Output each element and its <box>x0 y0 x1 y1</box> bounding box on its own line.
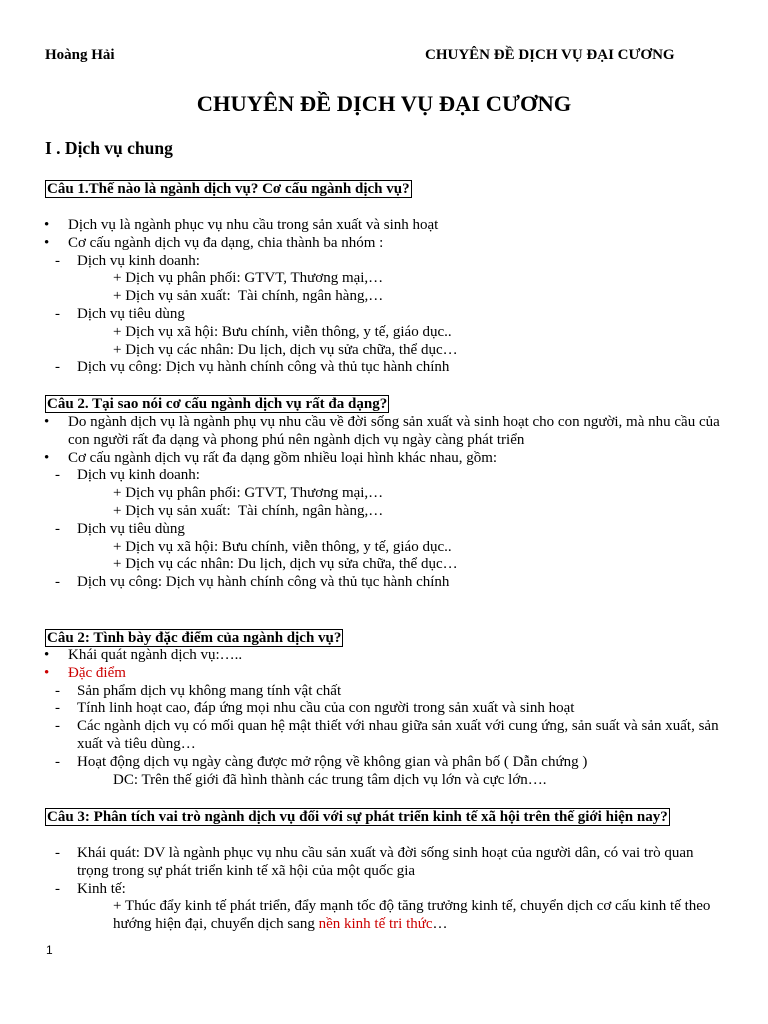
list-item-text: + Dịch vụ các nhân: Du lịch, dịch vụ sửa chữa, thể dục… <box>113 556 458 573</box>
answer-list <box>0 647 768 789</box>
page-number: 1 <box>46 943 53 957</box>
dash-marker: - <box>55 574 60 591</box>
list-item <box>0 647 768 665</box>
list-item-text: + Dịch vụ xã hội: Bưu chính, viễn thông, y tế, giáo dục.. <box>113 323 452 340</box>
list-item-text-tail: … <box>432 916 448 933</box>
list-item-text: Sản phẩm dịch vụ không mang tính vật chất <box>77 682 342 699</box>
list-item-text: + Dịch vụ xã hội: Bưu chính, viễn thông, y tế, giáo dục.. <box>113 538 452 555</box>
dash-marker: - <box>55 520 60 537</box>
list-item <box>0 683 768 701</box>
list-item <box>0 574 768 592</box>
list-item-text: con người rất đa dạng và phong phú nên ngành dịch vụ ngày càng phát triển <box>68 431 525 448</box>
bullet-marker: • <box>44 414 50 430</box>
question-heading: Câu 3: Phân tích vai trò ngành dịch vụ đối với sự phát triển kinh tế xã hội trên thế giới hiện nay? <box>47 809 668 825</box>
list-item-continuation <box>0 432 768 450</box>
dash-marker: - <box>55 467 60 484</box>
list-item <box>0 772 768 790</box>
author-name: Hoàng Hải <box>45 47 115 63</box>
bullet-marker: • <box>44 664 50 681</box>
list-item-text: Dịch vụ là ngành phục vụ nhu cầu trong sản xuất và sinh hoạt <box>68 217 439 233</box>
list-item-continuation <box>0 916 768 934</box>
list-item-text: Dịch vụ tiêu dùng <box>77 520 185 537</box>
list-item-text: + Dịch vụ sản xuất: Tài chính, ngân hàng,… <box>113 288 384 305</box>
running-title: CHUYÊN ĐỀ DỊCH VỤ ĐẠI CƯƠNG <box>425 47 675 63</box>
bullet-marker: • <box>44 217 50 233</box>
dash-marker: - <box>55 700 60 717</box>
list-item-text: + Dịch vụ phân phối: GTVT, Thương mại,… <box>113 270 384 287</box>
list-item <box>0 718 768 736</box>
section-heading: I . Dịch vụ chung <box>45 138 173 158</box>
dash-marker: - <box>55 252 60 269</box>
list-item-text: Khái quát ngành dịch vụ:….. <box>68 647 243 663</box>
dash-marker: - <box>55 718 60 735</box>
list-item-text: hướng hiện đại, chuyển dịch sang <box>113 916 319 933</box>
list-item-text: DC: Trên thế giới đã hình thành các trung tâm dịch vụ lớn và cực lớn…. <box>113 771 547 788</box>
list-item <box>0 845 768 863</box>
dash-marker: - <box>55 845 60 861</box>
dash-marker: - <box>55 359 60 376</box>
dash-marker: - <box>55 880 60 897</box>
list-item-text: Kinh tế: <box>77 880 126 897</box>
list-item <box>0 754 768 772</box>
bullet-marker: • <box>44 234 50 251</box>
question-heading: Câu 2: Tình bày đặc điểm của ngành dịch vụ? <box>47 630 342 646</box>
answer-list <box>0 414 768 592</box>
list-item-text: Cơ cấu ngành dịch vụ đa dạng, chia thành ba nhóm : <box>68 234 384 251</box>
list-item <box>0 539 768 557</box>
answer-list <box>0 217 768 377</box>
list-item <box>0 359 768 377</box>
list-item-continuation <box>0 863 768 881</box>
dash-marker: - <box>55 305 60 322</box>
list-item-text: Dịch vụ công: Dịch vụ hành chính công và thủ tục hành chính <box>77 359 450 376</box>
list-item <box>0 342 768 360</box>
list-item-text: xuất và tiêu dùng… <box>77 735 196 752</box>
list-item <box>0 235 768 253</box>
dash-marker: - <box>55 753 60 770</box>
list-item <box>0 521 768 539</box>
list-item-text: Dịch vụ kinh doanh: <box>77 252 200 269</box>
list-item-highlighted <box>0 665 768 683</box>
list-item <box>0 556 768 574</box>
list-item-text: Hoạt động dịch vụ ngày càng được mở rộng về không gian và phân bố ( Dẫn chứng ) <box>77 753 588 770</box>
list-item <box>0 503 768 521</box>
bullet-marker: • <box>44 449 50 466</box>
question-heading: Câu 1.Thế nào là ngành dịch vụ? Cơ cấu ngành dịch vụ? <box>47 181 410 197</box>
list-item <box>0 467 768 485</box>
bullet-marker: • <box>44 647 50 663</box>
list-item-text: + Dịch vụ các nhân: Du lịch, dịch vụ sửa chữa, thể dục… <box>113 341 458 358</box>
list-item-text: Tính linh hoạt cao, đáp ứng mọi nhu cầu của con người trong sản xuất và sinh hoạt <box>77 700 575 717</box>
list-item <box>0 253 768 271</box>
list-item <box>0 485 768 503</box>
list-item <box>0 306 768 324</box>
question-heading: Câu 2. Tại sao nói cơ cấu ngành dịch vụ rất đa dạng? <box>47 396 388 412</box>
answer-list <box>0 845 768 934</box>
list-item-text: + Thúc đẩy kinh tế phát triển, đẩy mạnh tốc độ tăng trưởng kinh tế, chuyển dịch cơ cấu kinh tế theo <box>113 898 711 915</box>
list-item <box>0 324 768 342</box>
list-item <box>0 700 768 718</box>
list-item-text: Các ngành dịch vụ có mối quan hệ mật thiết với nhau giữa sản xuất với cung ứng, sản suất và sản xuất, sản <box>77 718 719 735</box>
list-item-text: Khái quát: DV là ngành phục vụ nhu cầu sản xuất và đời sống sinh hoạt của người dân, có vai trò quan <box>77 845 694 861</box>
document-title: CHUYÊN ĐỀ DỊCH VỤ ĐẠI CƯƠNG <box>196 91 572 116</box>
list-item <box>0 270 768 288</box>
list-item-text: Dịch vụ kinh doanh: <box>77 467 200 484</box>
highlighted-text: nền kinh tế tri thức <box>318 916 433 933</box>
list-item-text: + Dịch vụ phân phối: GTVT, Thương mại,… <box>113 485 384 502</box>
list-item-text: Cơ cấu ngành dịch vụ rất đa dạng gồm nhiều loại hình khác nhau, gồm: <box>68 449 498 466</box>
list-item <box>0 217 768 235</box>
highlighted-text: Đặc điểm <box>68 664 126 681</box>
list-item <box>0 288 768 306</box>
list-item <box>0 898 768 916</box>
list-item <box>0 414 768 432</box>
list-item-text: Do ngành dịch vụ là ngành phụ vụ nhu cầu về đời sống sản xuất và sinh hoạt cho con người, mà nhu cầu của <box>68 414 720 430</box>
list-item <box>0 450 768 468</box>
list-item-continuation <box>0 736 768 754</box>
list-item-text: Dịch vụ tiêu dùng <box>77 305 185 322</box>
list-item-text: Dịch vụ công: Dịch vụ hành chính công và thủ tục hành chính <box>77 574 450 591</box>
list-item <box>0 881 768 899</box>
dash-marker: - <box>55 682 60 699</box>
list-item-text: trọng trong sự phát triển kinh tế xã hội của một quốc gia <box>77 862 416 879</box>
list-item-text: + Dịch vụ sản xuất: Tài chính, ngân hàng,… <box>113 502 384 519</box>
